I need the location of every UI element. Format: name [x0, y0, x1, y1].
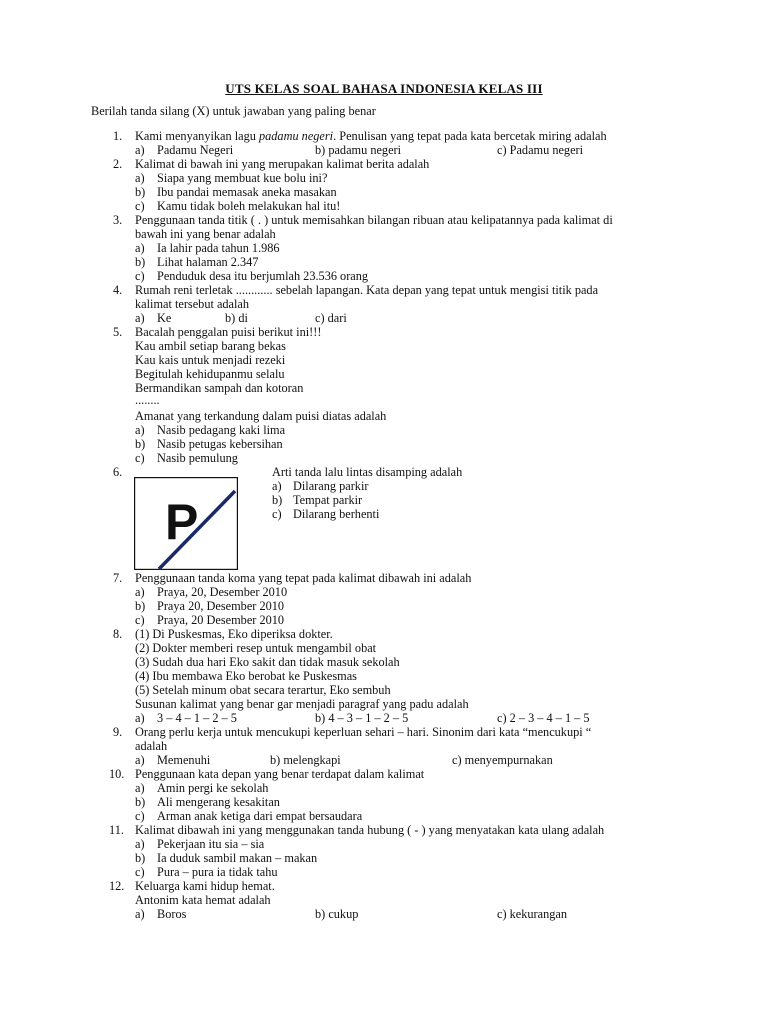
option-a[interactable]: Nasib pedagang kaki lima [157, 423, 286, 437]
question-number: 8. [113, 627, 123, 641]
option-b[interactable]: Praya 20, Desember 2010 [157, 599, 285, 613]
question-text-cont: Antonim kata hemat adalah [135, 893, 271, 907]
option-c[interactable]: Pura – pura ia tidak tahu [157, 865, 278, 879]
question-number: 9. [113, 725, 123, 739]
option-c[interactable]: Penduduk desa itu berjumlah 23.536 orang [157, 269, 369, 283]
option-b[interactable]: b) 4 – 3 – 1 – 2 – 5 [315, 711, 409, 725]
question-number: 6. [113, 465, 123, 479]
question-number: 4. [113, 283, 123, 297]
sentence-line: (3) Sudah dua hari Eko sakit dan tidak masuk sekolah [135, 655, 400, 669]
option-b[interactable]: Tempat parkir [293, 493, 363, 507]
option-letter: b) [135, 437, 146, 451]
option-letter: a) [135, 171, 145, 185]
instruction-text: Berilah tanda silang (X) untuk jawaban yang paling benar [91, 104, 376, 118]
option-a[interactable]: Pekerjaan itu sia – sia [157, 837, 265, 851]
option-c[interactable]: c) menyempurnakan [452, 753, 553, 767]
no-parking-sign-icon [134, 477, 238, 570]
option-a[interactable]: Amin pergi ke sekolah [157, 781, 269, 795]
option-b[interactable]: Lihat halaman 2.347 [157, 255, 259, 269]
option-a[interactable]: Praya, 20, Desember 2010 [157, 585, 288, 599]
option-a[interactable]: Dilarang parkir [293, 479, 369, 493]
question-number: 10. [109, 767, 125, 781]
option-c[interactable]: c) 2 – 3 – 4 – 1 – 5 [497, 711, 590, 725]
question-number: 12. [109, 879, 125, 893]
question-text: Penggunaan tanda koma yang tepat pada kalimat dibawah ini adalah [135, 571, 472, 585]
option-letter: a) [135, 241, 145, 255]
question-text: Bacalah penggalan puisi berikut ini!!! [135, 325, 322, 339]
question-text-cont: adalah [135, 739, 168, 753]
question-number: 1. [113, 129, 123, 143]
option-a[interactable]: Memenuhi [157, 753, 211, 767]
poem-line: Kau ambil setiap barang bekas [135, 339, 286, 353]
poem-line: Begitulah kehidupanmu selalu [135, 367, 285, 381]
italic-term: padamu negeri [258, 129, 334, 143]
poem-line: Kau kais untuk menjadi rezeki [135, 353, 286, 367]
poem-line: ........ [135, 393, 160, 407]
question-text: Orang perlu kerja untuk mencukupi keperluan sehari – hari. Sinonim dari kata “mencukupi “ [135, 725, 592, 739]
option-letter: a) [135, 585, 145, 599]
question-text: Kalimat di bawah ini yang merupakan kalimat berita adalah [135, 157, 430, 171]
question-text: Penggunaan kata depan yang benar terdapat dalam kalimat [135, 767, 425, 781]
option-c[interactable]: Kamu tidak boleh melakukan hal itu! [157, 199, 341, 213]
option-letter: b) [272, 493, 283, 507]
option-letter: a) [135, 423, 145, 437]
option-letter: a) [135, 143, 145, 157]
option-letter: a) [135, 311, 145, 325]
option-c[interactable]: Praya, 20 Desember 2010 [157, 613, 285, 627]
option-c[interactable]: c) Padamu negeri [497, 143, 584, 157]
option-c[interactable]: Arman anak ketiga dari empat bersaudara [157, 809, 363, 823]
question-text-cont: bawah ini yang benar adalah [135, 227, 276, 241]
option-letter: c) [135, 269, 145, 283]
option-b[interactable]: b) cukup [315, 907, 359, 921]
sentence-line: (1) Di Puskesmas, Eko diperiksa dokter. [135, 627, 333, 641]
question-number: 5. [113, 325, 123, 339]
option-letter: c) [272, 507, 282, 521]
question-number: 11. [109, 823, 124, 837]
option-letter: b) [135, 185, 146, 199]
option-b[interactable]: b) di [225, 311, 248, 325]
question-number: 7. [113, 571, 123, 585]
option-letter: b) [135, 255, 146, 269]
question-text: Kami menyanyikan lagu padamu negeri. Penulisan yang tepat pada kata bercetak miring adalah [135, 129, 607, 143]
option-a[interactable]: Siapa yang membuat kue bolu ini? [157, 171, 328, 185]
option-letter: a) [135, 753, 145, 767]
option-letter: b) [135, 851, 146, 865]
question-text: Penggunaan tanda titik ( . ) untuk memisahkan bilangan ribuan atau kelipatannya pada kalimat di [135, 213, 613, 227]
question-text: Kalimat dibawah ini yang menggunakan tanda hubung ( - ) yang menyatakan kata ulang adalah [135, 823, 605, 837]
question-text: Keluarga kami hidup hemat. [135, 879, 275, 893]
option-b[interactable]: Ali mengerang kesakitan [157, 795, 280, 809]
poem-line: Bermandikan sampah dan kotoran [135, 381, 304, 395]
option-b[interactable]: b) melengkapi [270, 753, 341, 767]
option-letter: a) [135, 711, 145, 725]
option-c[interactable]: Nasib pemulung [157, 451, 238, 465]
sign-letter: P [165, 494, 199, 550]
option-letter: c) [135, 865, 145, 879]
option-b[interactable]: b) padamu negeri [315, 143, 402, 157]
question-number: 3. [113, 213, 123, 227]
option-letter: c) [135, 809, 145, 823]
option-a[interactable]: Boros [157, 907, 187, 921]
sentence-line: (2) Dokter memberi resep untuk mengambil obat [135, 641, 377, 655]
sentence-line: (4) Ibu membawa Eko berobat ke Puskesmas [135, 669, 357, 683]
question-number: 2. [113, 157, 123, 171]
sentence-line: (5) Setelah minum obat secara terartur, Eko sembuh [135, 683, 391, 697]
option-b[interactable]: Ia duduk sambil makan – makan [157, 851, 318, 865]
option-b[interactable]: Ibu pandai memasak aneka masakan [157, 185, 337, 199]
option-a[interactable]: Ia lahir pada tahun 1.986 [157, 241, 280, 255]
option-letter: a) [135, 907, 145, 921]
option-a[interactable]: Ke [157, 311, 172, 325]
page-title: UTS KELAS SOAL BAHASA INDONESIA KELAS III [225, 81, 543, 96]
option-letter: c) [135, 613, 145, 627]
question-text: Rumah reni terletak ............ sebelah lapangan. Kata depan yang tepat untuk mengisi titik pada [135, 283, 599, 297]
question-prompt: Susunan kalimat yang benar gar menjadi paragraf yang padu adalah [135, 697, 469, 711]
question-text-cont: kalimat tersebut adalah [135, 297, 250, 311]
option-letter: c) [135, 451, 145, 465]
option-c[interactable]: c) kekurangan [497, 907, 567, 921]
option-letter: b) [135, 599, 146, 613]
option-a[interactable]: Padamu Negeri [157, 143, 234, 157]
option-c[interactable]: c) dari [315, 311, 347, 325]
option-b[interactable]: Nasib petugas kebersihan [157, 437, 283, 451]
option-letter: a) [272, 479, 282, 493]
question-prompt: Amanat yang terkandung dalam puisi diatas adalah [135, 409, 387, 423]
option-letter: b) [135, 795, 146, 809]
option-c[interactable]: Dilarang berhenti [293, 507, 380, 521]
option-a[interactable]: 3 – 4 – 1 – 2 – 5 [157, 711, 237, 725]
option-letter: a) [135, 781, 145, 795]
option-letter: c) [135, 199, 145, 213]
option-letter: a) [135, 837, 145, 851]
question-text: Arti tanda lalu lintas disamping adalah [272, 465, 463, 479]
